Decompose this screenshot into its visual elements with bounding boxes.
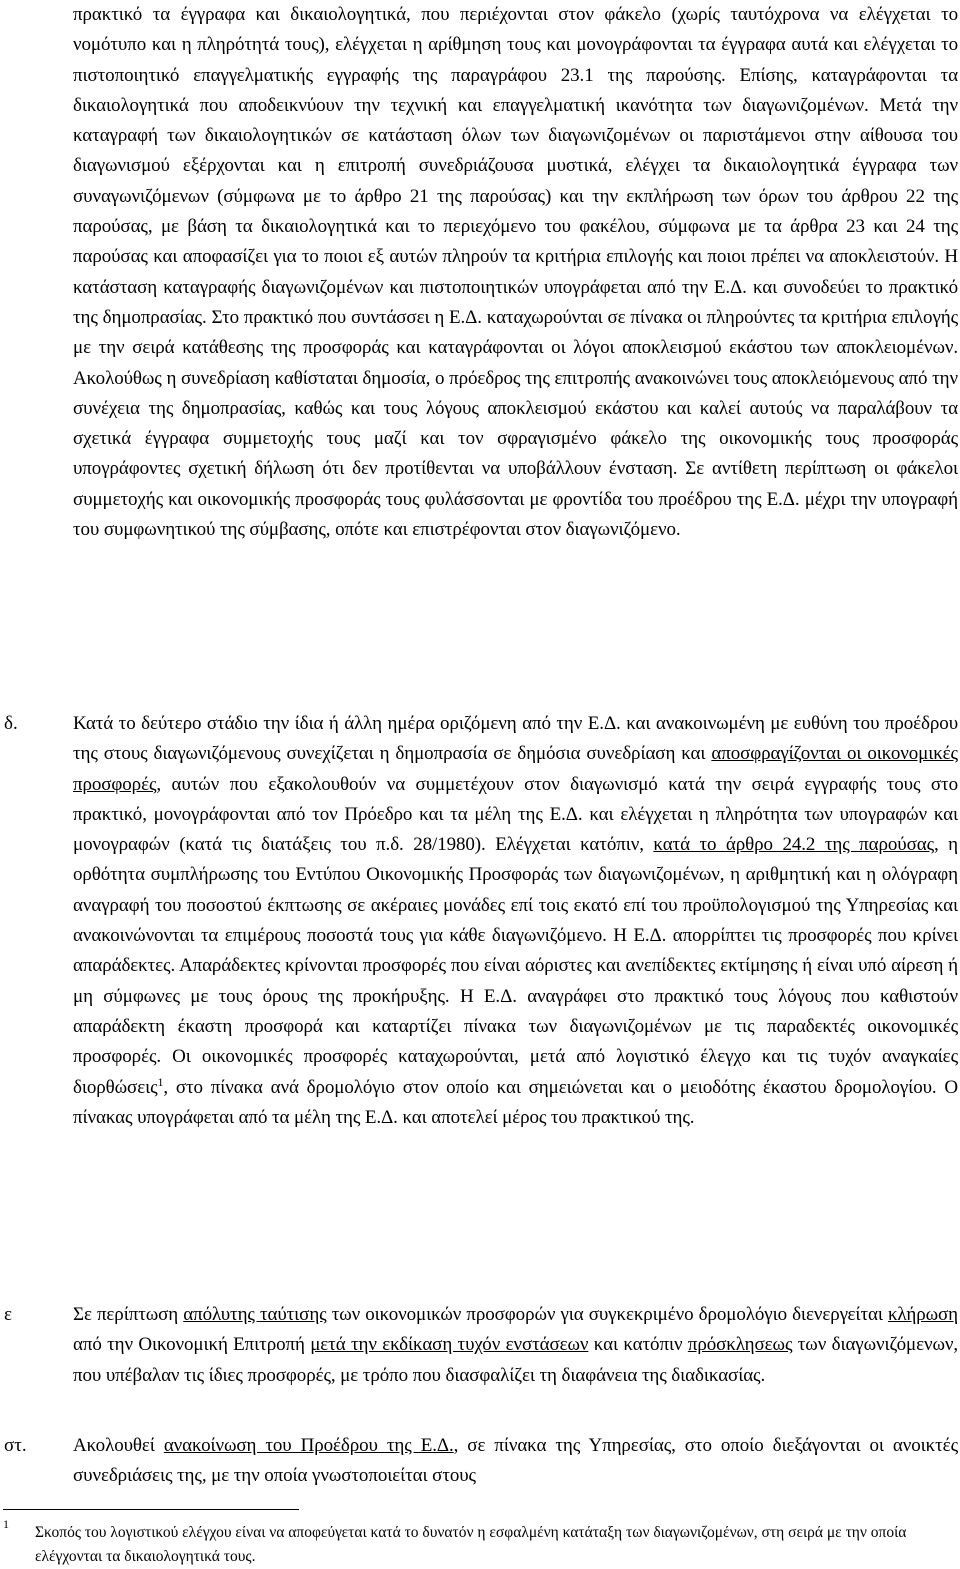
paragraph-text [73,0,958,545]
text-run: , σε πίνακα της Υπηρεσίας, στο οποίο διεξάγονται οι ανοικτές συνεδριάσεις της, με την οποία γνωστοποιείται στους [73,1435,958,1487]
text-run: από την Οικονομική Επιτροπή [73,1334,311,1356]
footnote-divider [3,1509,299,1510]
text-run: , στο πίνακα ανά δρομολόγιο στον οποίο και σημειώνεται και ο μειοδότης έκαστου δρομολογίου. Ο πίνακας υπογράφεται από τα μέλη της Ε.Δ. και αποτελεί μέρος του πρακτικού της. [73,1076,958,1128]
underlined-phrase: κλήρωση [887,1304,958,1325]
text-run: , αυτών που εξακολουθούν να συμμετέχουν στον διαγωνισμό κατά την σειρά εγγραφής τους στο πρακτικό, μονογράφονται από τον Πρόεδρο και τα μέλη της Ε.Δ. και ελέγχεται η πληρότητα των υπογραφών και μονογραφών (κατά τις διατάξεις του π.δ. 28/1980). Ελέγχεται κατόπιν, [73,773,958,856]
footnote-number: 1 [3,1517,9,1531]
underlined-phrase: απόλυτης ταύτισης [183,1304,327,1325]
text-run: και κατόπιν [588,1334,688,1356]
text-run: των οικονομικών προσφορών για συγκεκριμένο δρομολόγιο διενεργείται [326,1304,888,1325]
footnote-text: Σκοπός του λογιστικού ελέγχου είναι να αποφεύγεται κατά το δυνατόν η εσφαλμένη κατάταξη των διαγωνιζομένων, στη σειρά με την οποία ελέγχονται τα δικαιολογητικά τους. [35,1524,907,1565]
text-run: , η ορθότητα συμπλήρωσης του Εντύπου Οικονομικής Προσφοράς των διαγωνιζομένων, η αριθμητική και η ολόγραφη αναγραφή του ποσοστού έκπτωσης σε ακέραιες μονάδες επί τοις εκατό επί του προϋπολογισμού της Υπηρεσίας και ανακοινώνονται τα επιμέρους ποσοστά τους για κάθε διαγωνιζόμενο. Η Ε.Δ. απορρίπτει τις προσφορές που κρίνει απαράδεκτες. Απαράδεκτες κρίνονται προσφορές που είναι αόριστες και ανεπίδεκτες εκτίμησης ή είναι υπό αίρεση ή μη σύμφωνες με τους όρους της προκήρυξης. Η Ε.Δ. αναγράφει στο πρακτικό τους λόγους που καθιστούν απαράδεκτη έκαστη προσφορά και καταρτίζει πίνακα των διαγωνιζομένων με τις παραδεκτές οικονομικές προσφορές. Οι οικονομικές προσφορές καταχωρούνται, μετά από λογιστικό έλεγχο και τις τυχόν αναγκαίες διορθώσεις [73,834,959,1098]
underlined-phrase: ανακοίνωση του Προέδρου της Ε.Δ. [163,1435,454,1456]
section-marker-st: στ. [4,1435,27,1456]
section-st-text [73,1431,958,1492]
underlined-phrase: αποσφραγίζονται οι οικονομικές προσφορές [73,743,958,795]
section-marker-delta: δ. [4,713,18,734]
section-epsilon-text [73,1300,958,1391]
underlined-phrase: μετά την εκδίκαση τυχόν ενστάσεων [310,1334,589,1356]
section-marker-epsilon: ε [4,1304,12,1325]
text-run: των διαγωνιζόμενων, που υπέβαλαν τις ίδιες προσφορές, με τρόπο που διασφαλίζει τη διαφάνεια της διαδικασίας. [73,1334,958,1386]
text-run: Ακολουθεί [73,1435,164,1456]
paragraph-text-body: πρακτικό τα έγγραφα και δικαιολογητικά, που περιέχονται στον φάκελο (χωρίς ταυτόχρονα να ελέγχεται το νομότυπο και η πληρότητά τους), ελέγχεται η αρίθμηση τους και μονογράφονται τα έγγραφα αυτά και ελέγχεται το πιστοποιητικό επαγγελματικής εγγραφής της παραγράφου 23.1 της παρούσης. Επίσης, καταγράφονται τα δικαιολογητικά που αποδεικνύουν την τεχνική και επαγγελματική ικανότητα των διαγωνιζομένων. Μετά την καταγραφή των δικαιολογητικών σε κατάσταση όλων των διαγωνιζομένων οι παριστάμενοι στην αίθουσα του διαγωνισμού εξέρχονται και η επιτροπή συνεδριάζουσα μυστικά, ελέγχει τα δικαιολογητικά έγγραφα των συναγωνιζόμενων (σύμφωνα με το άρθρο 21 της παρούσας) και την εκπλήρωση των όρων του άρθρου 22 της παρούσας, με βάση τα δικαιολογητικά και το περιεχόμενο του φακέλου, σύμφωνα με τα άρθρα 23 και 24 της παρούσας και αποφασίζει για το ποιοι εξ αυτών πληρούν τα κριτήρια επιλογής και ποιοι πρέπει να αποκλειστούν. Η κατάσταση καταγραφής διαγωνιζομένων και πιστοποιητικών υπογράφεται από την Ε.Δ. και συνοδεύει το πρακτικό της δημοπρασίας. Στο πρακτικό που συντάσσει η Ε.Δ. καταχωρούνται σε πίνακα οι πληρούντες τα κριτήρια επιλογής με την σειρά κατάθεσης της προσφοράς και καταγράφονται οι λόγοι αποκλεισμού εκάστου των αποκλειομένων. Ακολούθως η συνεδρίαση καθίσταται δημοσία, ο πρόεδρος της επιτροπής ανακοινώνει τους αποκλειόμενους από την συνέχεια της δημοπρασίας, καθώς και τους λόγους αποκλεισμού εκάστου και καλεί αυτούς να παραλάβουν τα σχετικά έγγραφα συμμετοχής τους μαζί και τον σφραγισμένο φάκελο της οικονομικής τους προσφοράς υπογράφοντες σχετική δήλωση ότι δεν προτίθενται να υποβάλλουν ένσταση. Σε αντίθετη περίπτωση οι φάκελοι συμμετοχής και οικονομικής προσφοράς τους φυλάσσονται με φροντίδα του προέδρου της Ε.Δ. μέχρι την υπογραφή του συμφωνητικού της σύμβασης, οπότε και επιστρέφονται στον διαγωνιζόμενο. [73,4,958,541]
text-run: Σε περίπτωση [73,1304,184,1325]
underlined-phrase: πρόσκλησεως [687,1334,793,1356]
underlined-phrase: κατά το άρθρο 24.2 της παρούσας [653,834,934,856]
footnote-reference[interactable]: 1 [157,1074,164,1089]
text-run: Κατά το δεύτερο στάδιο την ίδια ή άλλη ημέρα οριζόμενη από την Ε.Δ. και ανακοινωμένη με ευθύνη του προέδρου της στους διαγωνιζόμενους συνεχίζεται η δημοπρασία σε δημόσια συνεδρίαση και [73,713,958,765]
section-delta-text [73,709,958,1133]
